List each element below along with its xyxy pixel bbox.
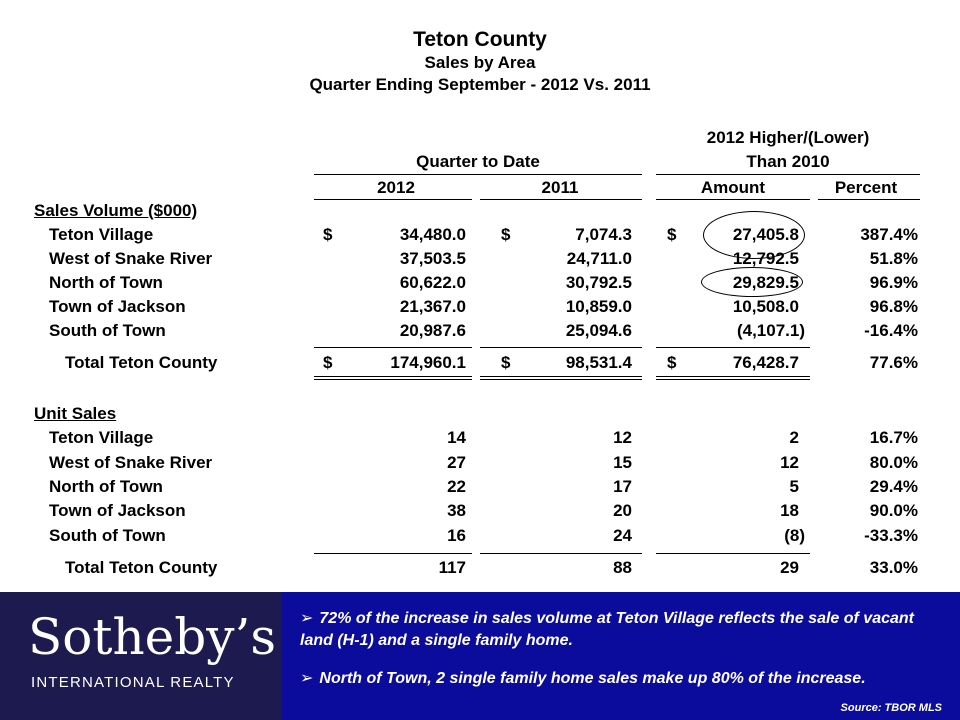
table-row — [0, 501, 960, 525]
bullet-arrow-icon: ➢ — [300, 670, 314, 687]
subtotal-rule — [656, 347, 810, 348]
value-2012: 20,987.6 — [399, 321, 466, 340]
value-2011: 24,711.0 — [566, 249, 632, 268]
total-label: Total Teton County — [65, 558, 218, 577]
area-label: West of Snake River — [49, 249, 213, 268]
value-2012: 60,622.0 — [399, 273, 466, 292]
value-percent: 16.7% — [869, 428, 918, 447]
col-percent-rule — [818, 199, 920, 200]
value-amount: (4,107.1) — [736, 321, 805, 340]
table-row-total — [0, 558, 960, 582]
title-line-3: Quarter Ending September - 2012 Vs. 2011 — [309, 75, 651, 94]
value-amount: 29,829.5 — [732, 273, 799, 292]
subtotal-rule — [656, 553, 810, 554]
col-amount-rule — [656, 199, 810, 200]
value-2011: 88 — [613, 558, 632, 577]
value-amount: 10,508.0 — [732, 297, 799, 316]
value-percent: -16.4% — [864, 321, 918, 340]
logo-wordmark: Sotheby’s — [28, 608, 277, 666]
value-2011: 15 — [613, 453, 632, 472]
source-credit: Source: TBOR MLS — [840, 702, 942, 714]
subtotal-rule — [480, 553, 642, 554]
value-2011: 20 — [613, 501, 632, 520]
value-2011: 7,074.3 — [575, 225, 632, 244]
section-title: Sales Volume ($000) — [34, 201, 198, 220]
value-amount: 5 — [789, 477, 799, 496]
footer-banner — [0, 592, 960, 720]
table-row — [0, 428, 960, 452]
footnote-2 — [300, 668, 940, 690]
subtotal-rule — [480, 347, 642, 348]
header-col-amount: Amount — [700, 178, 766, 197]
area-label: Teton Village — [49, 225, 154, 244]
value-amount: 18 — [780, 501, 799, 520]
currency-symbol: $ — [501, 353, 511, 372]
value-2011: 24 — [613, 526, 632, 545]
table-row — [0, 225, 960, 249]
value-percent: 96.9% — [869, 273, 918, 292]
value-percent: 387.4% — [860, 225, 918, 244]
section-unit-sales — [0, 404, 960, 428]
col-2011-rule — [480, 199, 642, 200]
table-row-total — [0, 353, 960, 377]
value-2012: 22 — [447, 477, 466, 496]
value-2012: 37,503.5 — [399, 249, 466, 268]
highlight-circle — [703, 211, 805, 259]
value-percent: 77.6% — [869, 353, 918, 372]
footnote-1 — [300, 608, 940, 652]
value-2011: 17 — [613, 477, 632, 496]
value-percent: 33.0% — [869, 558, 918, 577]
subtotal-rule — [314, 553, 472, 554]
table-row — [0, 477, 960, 501]
currency-symbol: $ — [323, 225, 333, 244]
value-percent: 96.8% — [869, 297, 918, 316]
section-sales-volume — [0, 201, 960, 225]
value-2012: 174,960.1 — [390, 353, 466, 372]
value-amount: 76,428.7 — [732, 353, 799, 372]
area-label: South of Town — [49, 526, 166, 545]
value-2011: 25,094.6 — [565, 321, 632, 340]
table-row — [0, 526, 960, 550]
table-row — [0, 453, 960, 477]
header-diff-line-2: Than 2010 — [746, 152, 830, 171]
header-diff-line-1: 2012 Higher/(Lower) — [706, 128, 870, 147]
currency-symbol: $ — [323, 353, 333, 372]
value-2011: 10,859.0 — [565, 297, 632, 316]
value-percent: 29.4% — [869, 477, 918, 496]
value-amount: 29 — [780, 558, 799, 577]
currency-symbol: $ — [501, 225, 511, 244]
value-2012: 27 — [447, 453, 466, 472]
footnote-text: North of Town, 2 single family home sales make up 80% of the increase. — [319, 670, 866, 687]
value-2011: 12 — [613, 428, 632, 447]
value-2011: 98,531.4 — [565, 353, 632, 372]
report-title — [0, 28, 960, 96]
area-label: Town of Jackson — [49, 297, 186, 316]
value-percent: -33.3% — [864, 526, 918, 545]
header-col-2012: 2012 — [377, 178, 415, 197]
highlight-circle — [701, 267, 803, 297]
area-label: Teton Village — [49, 428, 154, 447]
total-double-rule — [314, 376, 472, 377]
value-2012: 21,367.0 — [399, 297, 466, 316]
bullet-arrow-icon: ➢ — [300, 610, 314, 627]
currency-symbol: $ — [667, 353, 677, 372]
value-amount: 27,405.8 — [732, 225, 799, 244]
title-line-1: Teton County — [413, 28, 547, 51]
value-percent: 80.0% — [869, 453, 918, 472]
total-double-rule — [480, 376, 642, 377]
total-double-rule — [656, 379, 810, 380]
subtotal-rule — [314, 347, 472, 348]
value-percent: 51.8% — [869, 249, 918, 268]
currency-symbol: $ — [667, 225, 677, 244]
value-amount: 12 — [780, 453, 799, 472]
table-row — [0, 297, 960, 321]
table-row — [0, 321, 960, 345]
value-amount: (8) — [784, 526, 805, 545]
diff-header-rule — [656, 174, 920, 175]
total-double-rule — [314, 379, 472, 380]
value-2012: 16 — [447, 526, 466, 545]
col-2012-rule — [314, 199, 472, 200]
value-percent: 90.0% — [869, 501, 918, 520]
sothebys-logo — [0, 592, 282, 720]
section-title: Unit Sales — [34, 404, 117, 423]
value-amount: 12,792.5 — [732, 249, 799, 268]
header-col-2011: 2011 — [541, 178, 579, 197]
value-2012: 34,480.0 — [399, 225, 466, 244]
table-row — [0, 249, 960, 273]
table-row — [0, 273, 960, 297]
total-double-rule — [656, 376, 810, 377]
area-label: West of Snake River — [49, 453, 213, 472]
value-2011: 30,792.5 — [565, 273, 632, 292]
footnote-text: 72% of the increase in sales volume at Teton Village reflects the sale of vacant land (H-1) and a single family home. — [300, 610, 914, 649]
header-col-percent: Percent — [834, 178, 898, 197]
area-label: South of Town — [49, 321, 166, 340]
value-amount: 2 — [789, 428, 799, 447]
area-label: North of Town — [49, 477, 163, 496]
total-double-rule — [480, 379, 642, 380]
value-2012: 14 — [447, 428, 466, 447]
area-label: Town of Jackson — [49, 501, 186, 520]
area-label: North of Town — [49, 273, 163, 292]
header-quarter-to-date: Quarter to Date — [416, 152, 540, 171]
title-line-2: Sales by Area — [424, 53, 536, 72]
logo-tagline: INTERNATIONAL REALTY — [31, 674, 235, 691]
total-label: Total Teton County — [65, 353, 218, 372]
value-2012: 38 — [447, 501, 466, 520]
qtd-header-rule — [314, 174, 642, 175]
value-2012: 117 — [438, 558, 466, 577]
